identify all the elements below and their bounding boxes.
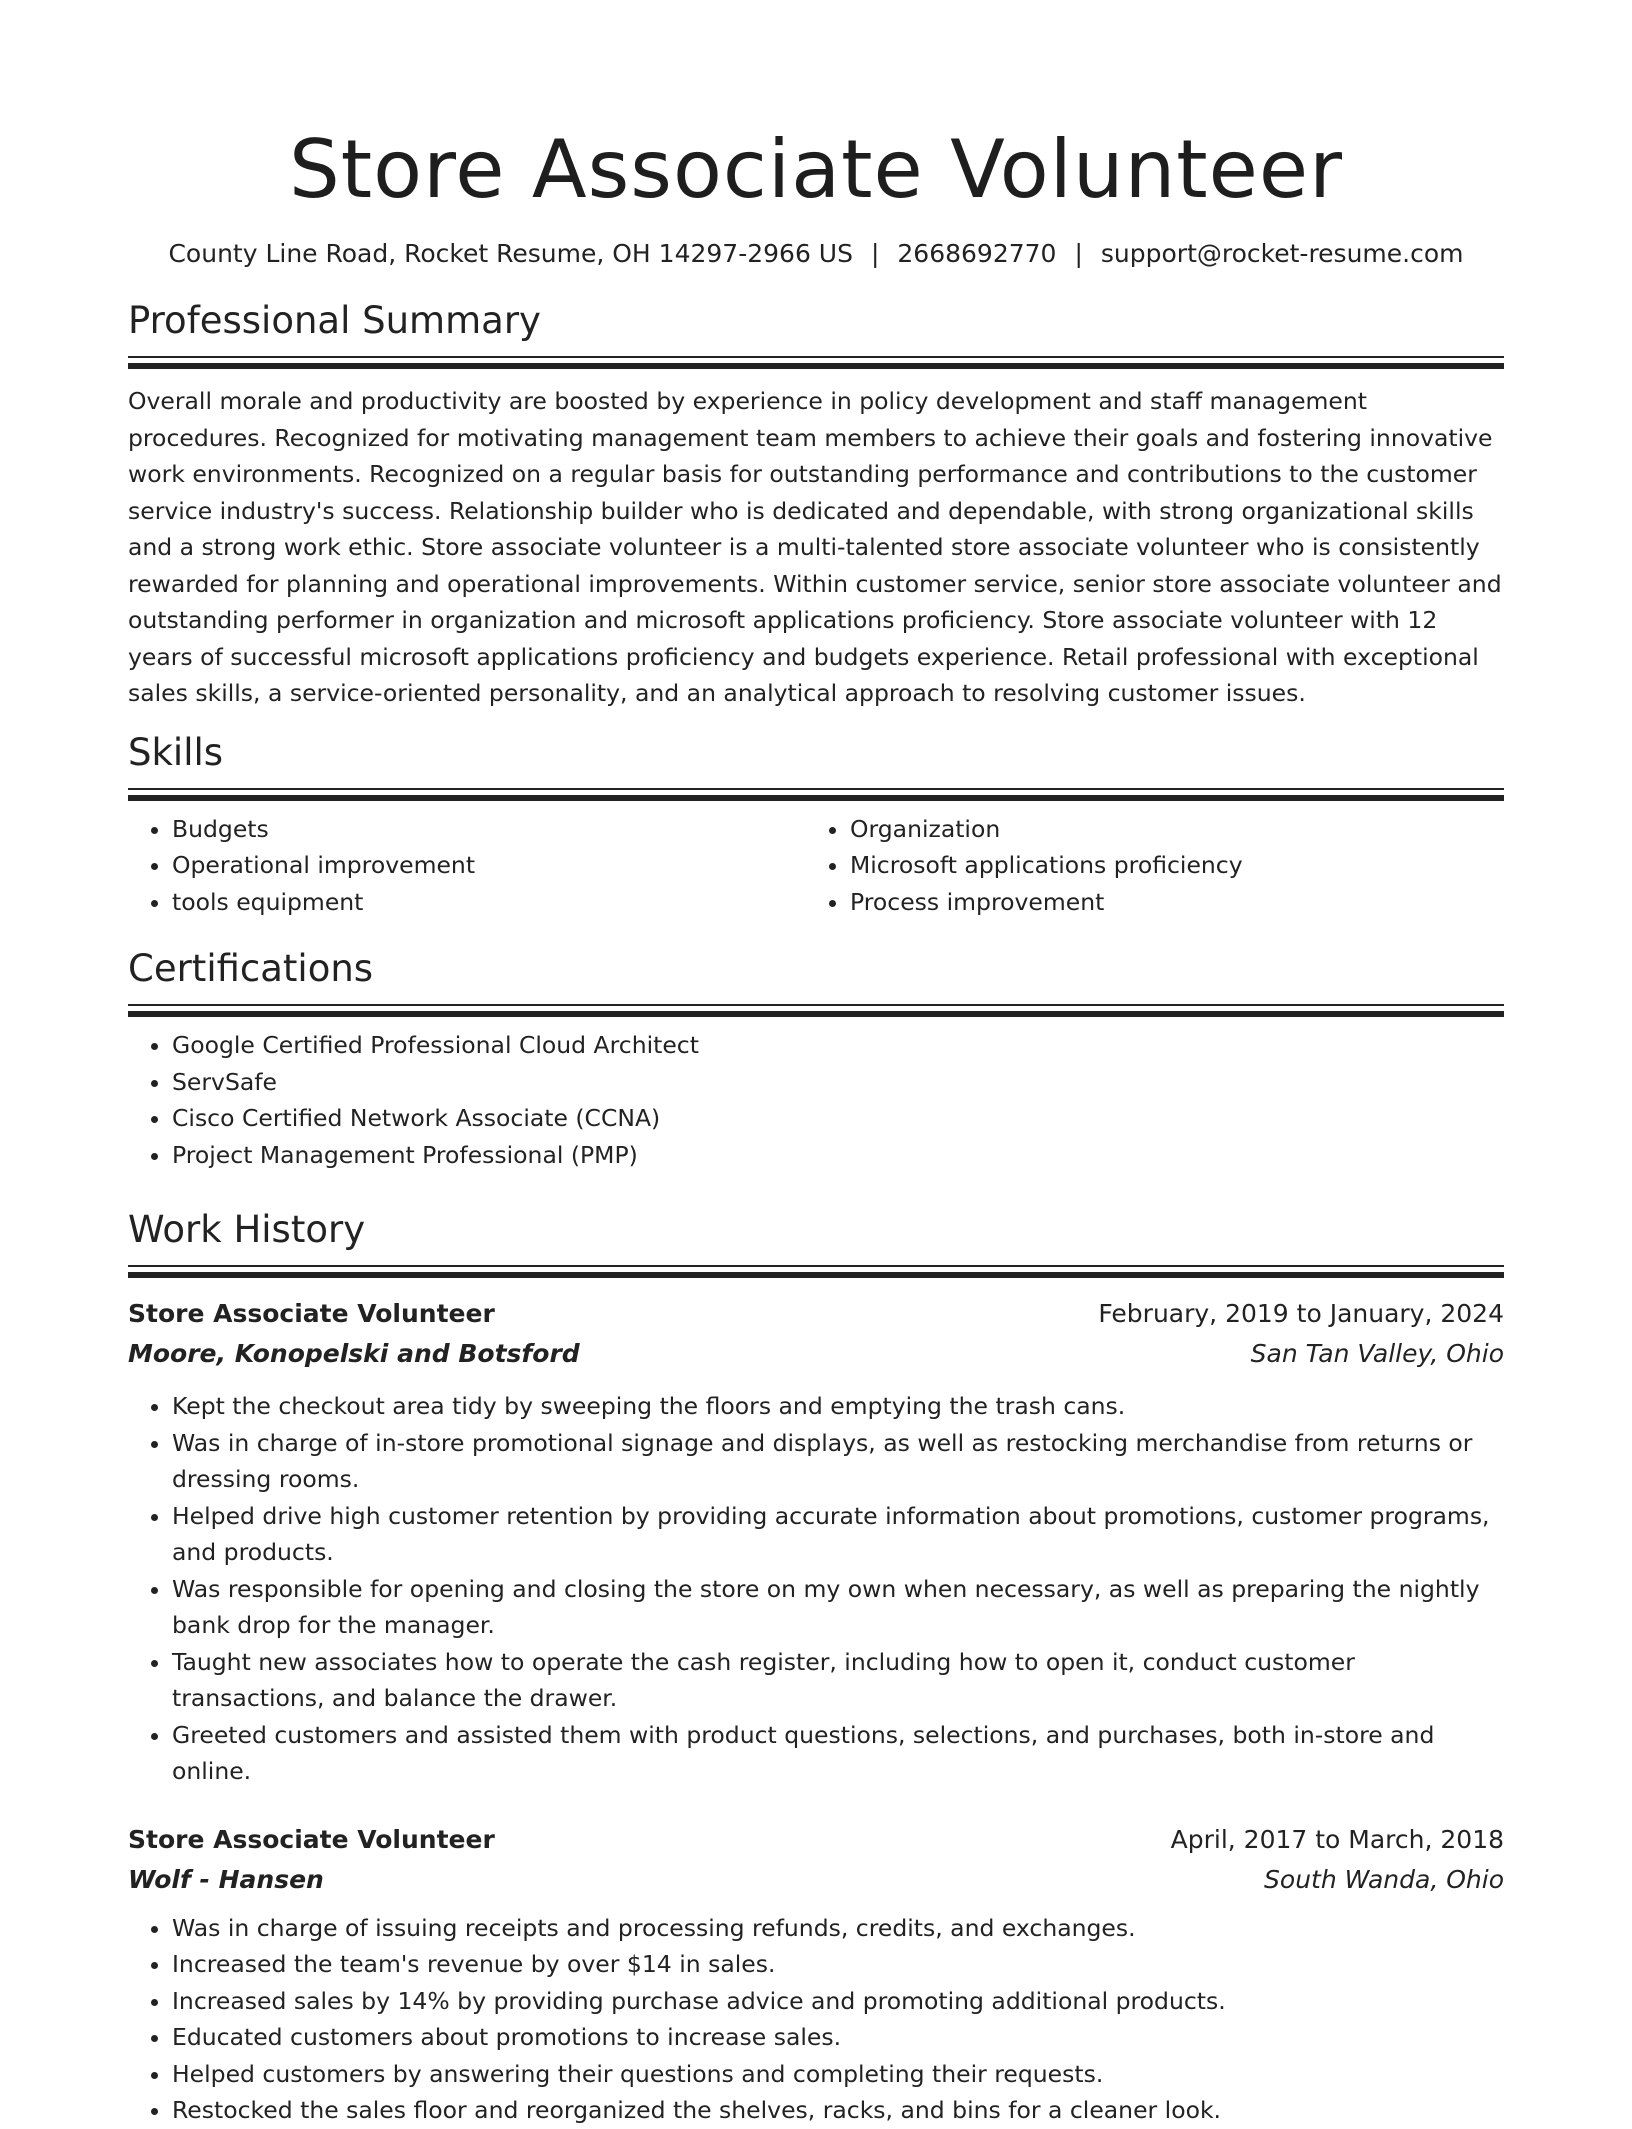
job-bullet: • Was in charge of issuing receipts and processing refunds, credits, and exchanges.	[172, 1910, 1504, 1947]
job-title: Store Associate Volunteer	[128, 1299, 495, 1328]
job-bullet: • Was in charge of in-store promotional signage and displays, as well as restocking merchandise from returns or dressing rooms.	[172, 1425, 1504, 1498]
section-title-summary: Professional Summary	[128, 299, 541, 342]
section-rule	[128, 356, 1504, 358]
job-bullet: • Greeted customers and assisted them with product questions, selections, and purchases, both in-store and online.	[172, 1717, 1504, 1790]
job-location: San Tan Valley, Ohio	[1250, 1339, 1504, 1368]
contact-email: support@rocket-resume.com	[1100, 239, 1464, 268]
section-rule-thick	[128, 795, 1504, 801]
job-bullets	[128, 1388, 1504, 1790]
resume-name: Store Associate Volunteer	[289, 123, 1343, 216]
summary-text: Overall morale and productivity are boosted by experience in policy development and staff management procedures. Recognized for motivating management team members to achieve their goals and fostering innovative work environments. Recognized on a regular basis for outstanding performance and contributions to the customer service industry's success. Relationship builder who is dedicated and dependable, with strong organizational skills and a strong work ethic. Store associate volunteer is a multi-talented store associate volunteer who is consistently rewarded for planning and operational improvements. Within customer service, senior store associate volunteer and outstanding performer in organization and microsoft applications proficiency. Store associate volunteer with 12 years of successful microsoft applications proficiency and budgets experience. Retail professional with exceptional sales skills, a service-oriented personality, and an analytical approach to resolving customer issues.	[128, 387, 1502, 707]
resume-page	[128, 0, 1504, 2129]
job-bullet: • Increased sales by 14% by providing purchase advice and promoting additional products.	[172, 1983, 1504, 2020]
job-subheader	[128, 1860, 1504, 1900]
contact-line	[128, 236, 1504, 272]
summary-section	[128, 296, 1504, 712]
job-bullet: • Helped customers by answering their questions and completing their requests.	[172, 2056, 1504, 2093]
section-rule-thick	[128, 363, 1504, 369]
certification-item: • Project Management Professional (PMP)	[172, 1137, 1504, 1174]
job-bullet: • Increased the team's revenue by over $14 in sales.	[172, 1946, 1504, 1983]
skill-item: • Budgets	[172, 811, 806, 848]
section-rule-thick	[128, 1011, 1504, 1017]
skill-item: • Organization	[850, 811, 1484, 848]
job-dates: February, 2019 to January, 2024	[1098, 1299, 1504, 1328]
skills-section	[128, 728, 1504, 921]
contact-separator: |	[1074, 239, 1083, 268]
certifications-section	[128, 944, 1504, 1173]
contact-separator: |	[870, 239, 880, 268]
section-rule-thick	[128, 1272, 1504, 1278]
job-bullet: • Was responsible for opening and closing the store on my own when necessary, as well as preparing the nightly bank drop for the manager.	[172, 1571, 1504, 1644]
certifications-list	[128, 1027, 1504, 1173]
work-history-section	[128, 1205, 1504, 2129]
job-bullets	[128, 1910, 1504, 2129]
skill-item: • tools equipment	[172, 884, 806, 921]
job-entry	[128, 1294, 1504, 1790]
section-title-work-history: Work History	[128, 1208, 366, 1251]
certification-item: • Google Certified Professional Cloud Architect	[172, 1027, 1504, 1064]
job-bullet: • Educated customers about promotions to increase sales.	[172, 2019, 1504, 2056]
job-dates: April, 2017 to March, 2018	[1170, 1824, 1504, 1854]
job-location: South Wanda, Ohio	[1264, 1864, 1504, 1894]
job-header	[128, 1294, 1504, 1334]
job-header	[128, 1820, 1504, 1860]
section-rule	[128, 1265, 1504, 1267]
job-bullet: • Restocked the sales floor and reorganized the shelves, racks, and bins for a cleaner look.	[172, 2092, 1504, 2129]
skills-list-left	[128, 811, 806, 921]
job-bullet: • Helped drive high customer retention by providing accurate information about promotions, customer programs, and products.	[172, 1498, 1504, 1571]
contact-phone: 2668692770	[897, 239, 1057, 268]
section-rule	[128, 788, 1504, 790]
skill-item: • Microsoft applications proficiency	[850, 847, 1484, 884]
skill-item: • Process improvement	[850, 884, 1484, 921]
skill-item: • Operational improvement	[172, 847, 806, 884]
contact-address: County Line Road, Rocket Resume, OH 14297-2966 US	[168, 239, 853, 268]
job-company: Moore, Konopelski and Botsford	[128, 1339, 580, 1368]
section-title-skills: Skills	[128, 730, 224, 774]
skills-columns	[128, 811, 1504, 921]
certification-item: • Cisco Certified Network Associate (CCNA)	[172, 1100, 1504, 1137]
section-title-certifications: Certifications	[128, 947, 374, 990]
job-bullet: • Taught new associates how to operate the cash register, including how to open it, conduct customer transactions, and balance the drawer.	[172, 1644, 1504, 1717]
section-rule	[128, 1004, 1504, 1006]
job-subheader	[128, 1334, 1504, 1374]
job-entry	[128, 1820, 1504, 2129]
job-title: Store Associate Volunteer	[128, 1824, 495, 1854]
job-bullet: • Kept the checkout area tidy by sweeping the floors and emptying the trash cans.	[172, 1388, 1504, 1425]
job-company: Wolf - Hansen	[128, 1864, 324, 1894]
certification-item: • ServSafe	[172, 1064, 1504, 1101]
skills-list-right	[806, 811, 1484, 921]
